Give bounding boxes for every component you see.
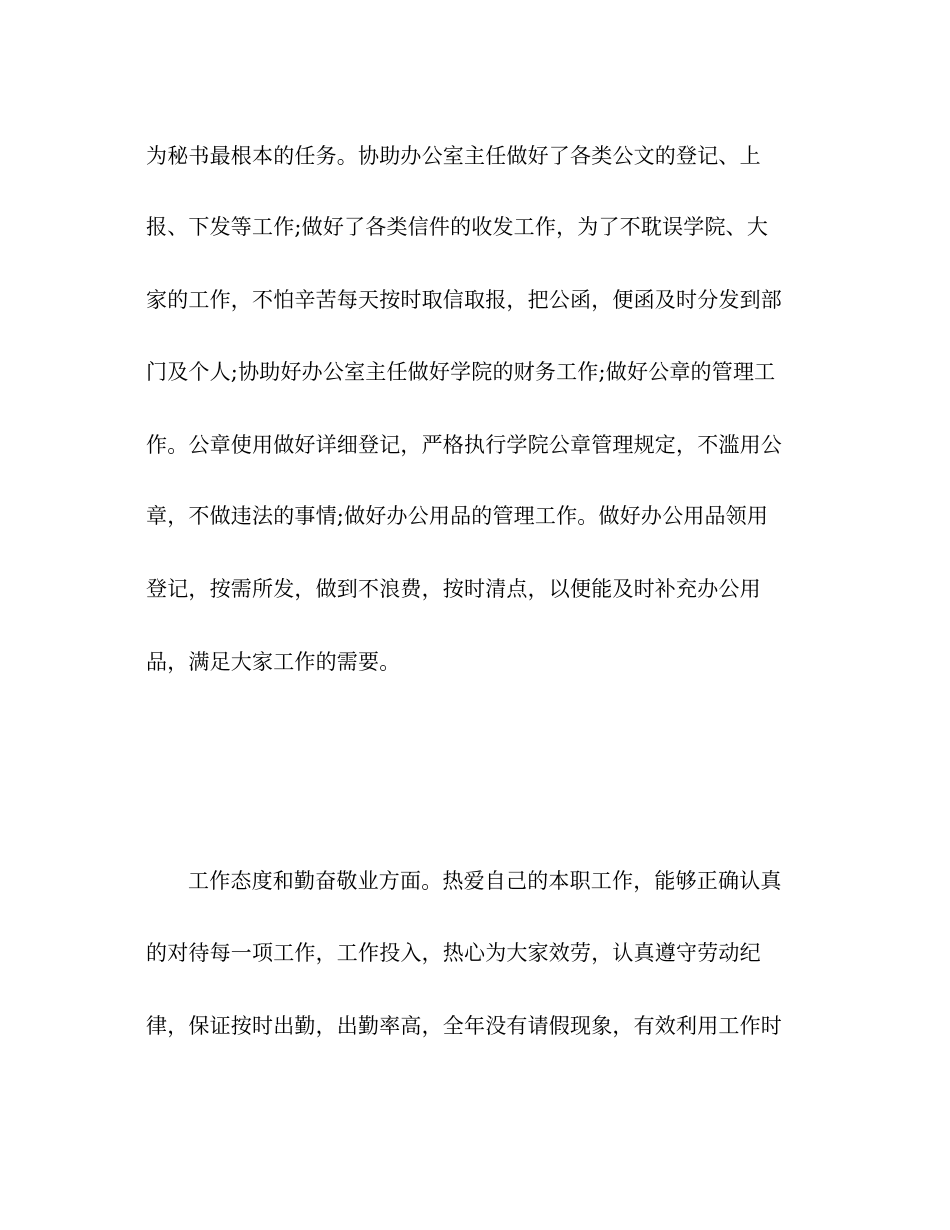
paragraph-1-line-5: 作。公章使用做好详细登记，严格执行学院公章管理规定，不滥用公 [146, 433, 782, 457]
paragraph-1-line-1: 为秘书最根本的任务。协助办公室主任做好了各类公文的登记、上 [146, 144, 761, 168]
paragraph-1-line-2: 报、下发等工作;做好了各类信件的收发工作，为了不耽误学院、大 [146, 215, 769, 239]
paragraph-1-line-7: 登记，按需所发，做到不浪费，按时清点，以便能及时补充办公用 [146, 577, 761, 601]
paragraph-2-line-1: 工作态度和勤奋敬业方面。热爱自己的本职工作，能够正确认真 [188, 869, 782, 893]
paragraph-1-line-4: 门及个人;协助好办公室主任做好学院的财务工作;做好公章的管理工 [146, 360, 776, 384]
paragraph-1-line-6: 章，不做违法的事情;做好办公用品的管理工作。做好办公用品领用 [146, 504, 769, 528]
paragraph-1-line-3: 家的工作，不怕辛苦每天按时取信取报，把公函，便函及时分发到部 [146, 288, 782, 312]
paragraph-2-line-3: 律，保证按时出勤，出勤率高，全年没有请假现象，有效利用工作时 [146, 1014, 782, 1038]
paragraph-2-line-2: 的对待每一项工作，工作投入，热心为大家效劳，认真遵守劳动纪 [146, 941, 761, 965]
paragraph-1-line-8: 品，满足大家工作的需要。 [146, 650, 401, 674]
